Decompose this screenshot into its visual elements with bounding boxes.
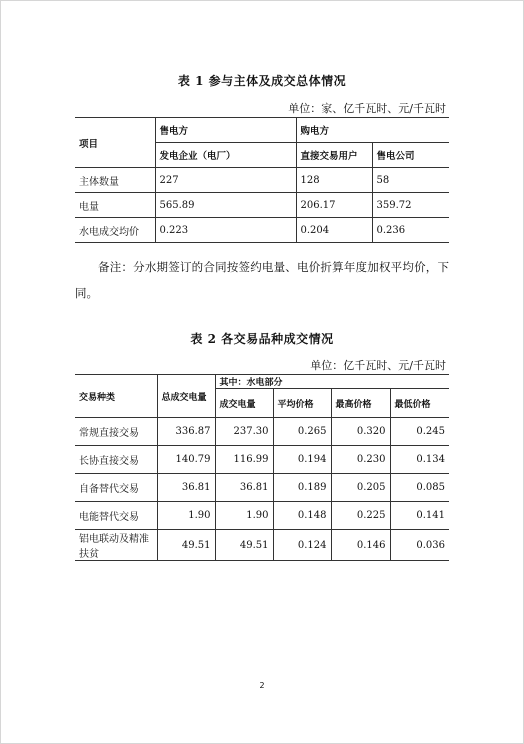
- cell: 0.085: [390, 474, 449, 502]
- page-number: 2: [259, 681, 265, 690]
- table1-unit: 单位：家、亿千瓦时、元/千瓦时: [288, 102, 446, 115]
- row-label: 铝电联动及精准扶贫: [75, 530, 157, 561]
- row-label: 电量: [75, 193, 155, 218]
- cell: 0.146: [331, 530, 390, 561]
- table2-title: 表 2 各交易品种成交情况: [190, 332, 334, 346]
- header-avg-price: 平均价格: [273, 389, 331, 418]
- cell: 0.204: [296, 218, 372, 243]
- row-label: 自备替代交易: [75, 474, 157, 502]
- table-row: [75, 218, 449, 243]
- table-row: [75, 474, 449, 502]
- cell: 565.89: [155, 193, 296, 218]
- table2-unit: 单位：亿千瓦时、元/千瓦时: [310, 359, 446, 372]
- cell: 1.90: [157, 502, 215, 530]
- cell: 0.194: [273, 446, 331, 474]
- header-trade-type: 交易种类: [75, 375, 157, 418]
- header-power-plant: 发电企业（电厂）: [155, 143, 296, 168]
- cell: 0.265: [273, 418, 331, 446]
- header-item: 项目: [75, 118, 155, 168]
- row-label: 常规直接交易: [75, 418, 157, 446]
- table1-note: 备注：分水期签订的合同按签约电量、电价折算年度加权平均价，下同。: [75, 260, 449, 300]
- cell: 0.245: [390, 418, 449, 446]
- cell: 0.036: [390, 530, 449, 561]
- cell: 1.90: [215, 502, 273, 530]
- table-row: [75, 502, 449, 530]
- header-seller: 售电方: [155, 118, 296, 143]
- cell: 140.79: [157, 446, 215, 474]
- header-direct-users: 直接交易用户: [296, 143, 372, 168]
- cell: 0.205: [331, 474, 390, 502]
- cell: 58: [372, 168, 449, 193]
- header-volume: 成交电量: [215, 389, 273, 418]
- row-label: 长协直接交易: [75, 446, 157, 474]
- cell: 206.17: [296, 193, 372, 218]
- header-buyer: 购电方: [296, 118, 449, 143]
- cell: 0.134: [390, 446, 449, 474]
- cell: 0.225: [331, 502, 390, 530]
- cell: 49.51: [215, 530, 273, 561]
- cell: 0.223: [155, 218, 296, 243]
- table2-header-row-1: [75, 375, 449, 389]
- cell: 0.141: [390, 502, 449, 530]
- cell: 0.124: [273, 530, 331, 561]
- table-row: [75, 418, 449, 446]
- header-hydro-group: 其中：水电部分: [215, 375, 449, 389]
- cell: 359.72: [372, 193, 449, 218]
- trade-types-table: [75, 374, 449, 561]
- row-label: 电能替代交易: [75, 502, 157, 530]
- table1-header-row-1: [75, 118, 449, 143]
- cell: 36.81: [157, 474, 215, 502]
- cell: 227: [155, 168, 296, 193]
- row-label: 主体数量: [75, 168, 155, 193]
- table-row: [75, 168, 449, 193]
- cell: 0.189: [273, 474, 331, 502]
- cell: 49.51: [157, 530, 215, 561]
- header-retail-company: 售电公司: [372, 143, 449, 168]
- table-row: [75, 446, 449, 474]
- cell: 0.236: [372, 218, 449, 243]
- cell: 0.320: [331, 418, 390, 446]
- cell: 116.99: [215, 446, 273, 474]
- table-row: [75, 193, 449, 218]
- header-max-price: 最高价格: [331, 389, 390, 418]
- cell: 237.30: [215, 418, 273, 446]
- cell: 36.81: [215, 474, 273, 502]
- cell: 336.87: [157, 418, 215, 446]
- table1-title: 表 1 参与主体及成交总体情况: [177, 74, 347, 88]
- row-label: 水电成交均价: [75, 218, 155, 243]
- cell: 0.148: [273, 502, 331, 530]
- cell: 0.230: [331, 446, 390, 474]
- cell: 128: [296, 168, 372, 193]
- participants-table: [75, 117, 449, 243]
- table-row: [75, 530, 449, 561]
- header-min-price: 最低价格: [390, 389, 449, 418]
- header-total-volume: 总成交电量: [157, 375, 215, 418]
